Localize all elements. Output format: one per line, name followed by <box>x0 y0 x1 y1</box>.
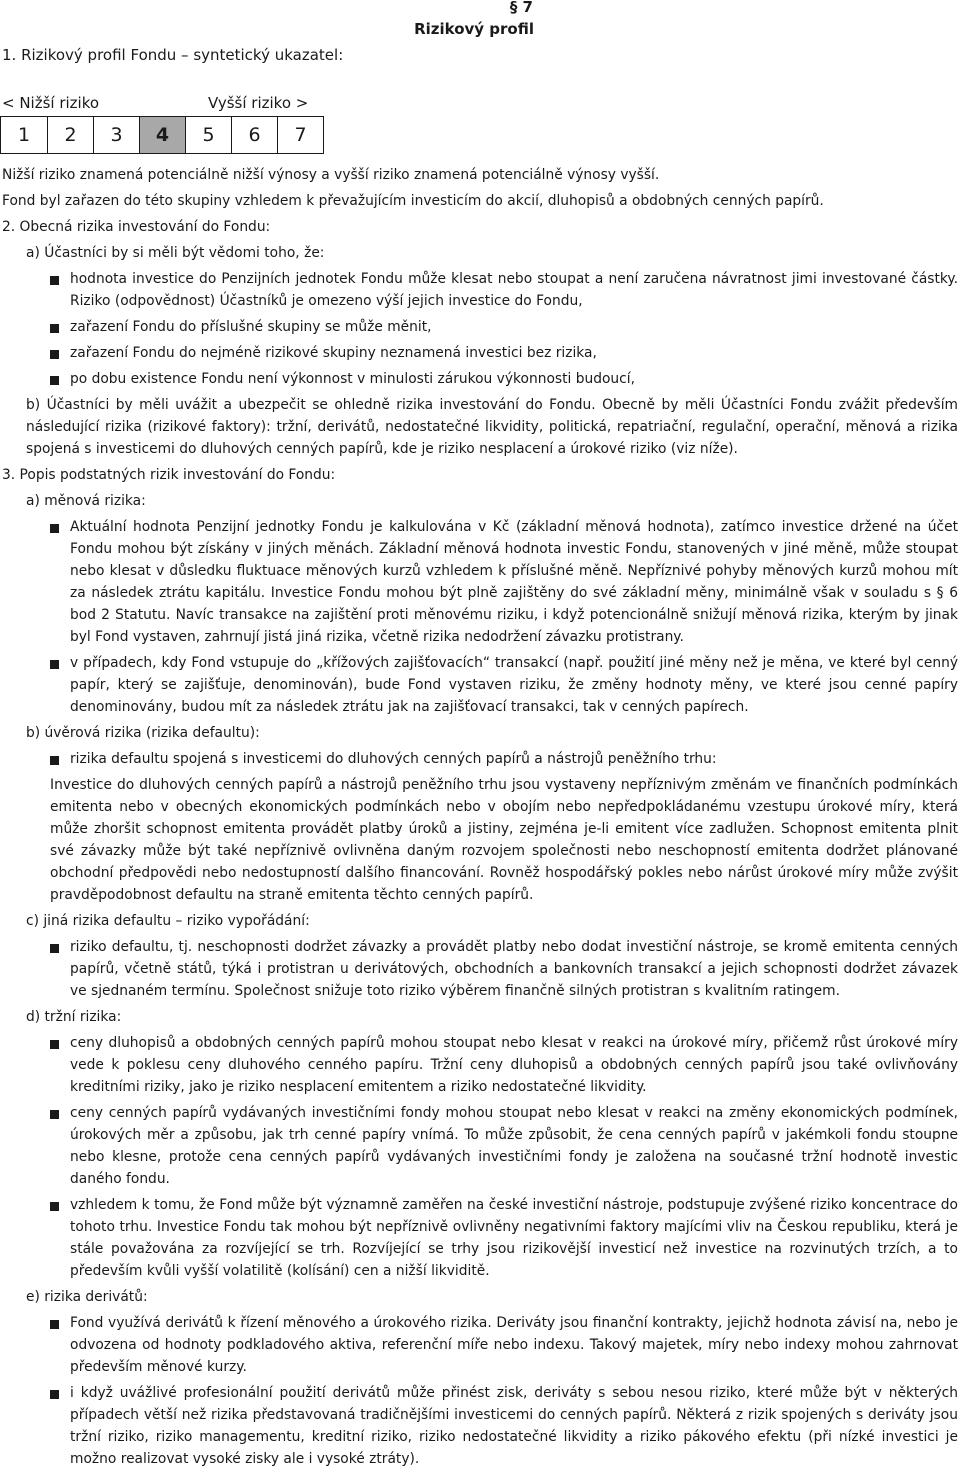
item-1-heading: 1. Rizikový profil Fondu – syntetický ukazatel: <box>2 46 344 64</box>
risk-scale <box>0 116 324 154</box>
risk-scale-labels <box>2 92 332 114</box>
item-3-heading: 3. Popis podstatných rizik investování do Fondu: <box>2 467 336 483</box>
list-item: Aktuální hodnota Penzijní jednotky Fondu je kalkulována v Kč (základní měnová hodnota), zatímco investice držené na účet Fondu mohou být získány v jiných měnách. Základní měnová hodnota investic Fondu, stanovených v jiné měně, může stoupat nebo klesat v důsledku fluktuace měnových kurzů vzhledem k příslušné měně. Nepříznivé pohyby měnových kurzů mohou mít za následek ztrátu kapitálu. Investice Fondu mohou být plně zajištěny do své základní měny, minimálně však v souladu s § 6 bod 2 Statutu. Navíc transakce na zajištění proti měnovému riziku, i když potencionálně snižují měnová rizika, kterým by jinak byl Fond vystaven, zahrnují jistá jiná rizika, včetně rizika nedodržení závazku protistrany. <box>2 516 958 648</box>
item-3b-paragraph: Investice do dluhových cenných papírů a nástrojů peněžního trhu jsou vystaveny nepříznivým změnám ve finančních podmínkách emitenta nebo v obecných ekonomických podmínkách nebo v obojím nebo nepředpokládanému vzestupu úrokové míry, která může zhoršit schopnost emitenta provádět platby úroků a jistiny, zejména je-li emitent více zadlužen. Schopnost emitenta plnit své závazky může být také nepříznivě ovlivněna daným rozvojem společnosti nebo neschopností emitenta dodržet plánované obchodní předpovědi nebo nedostupností dalšího financování. Rovněž hospodářský pokles nebo nárůst úrokové míry může zvýšit pravděpodobnost defaultu na straně emitenta těchto cenných papírů. <box>50 777 958 903</box>
list-item: Fond využívá derivátů k řízení měnového a úrokového rizika. Deriváty jsou finanční kontrakty, jejichž hodnota závisí na, nebo je odvozena od hodnoty podkladového aktiva, referenční míře nebo indexu. Takový majetek, míry nebo indexy mohou zahrnovat především měnové kurzy. <box>2 1312 958 1378</box>
risk-cell: 2 <box>47 117 93 153</box>
list-item: i když uvážlivé profesionální použití derivátů může přinést zisk, deriváty s sebou nesou riziko, které může být v některých případech větší než rizika představovaná tradičnějšími investicemi do cenných papírů. Některá z rizik spojených s deriváty jsou tržní riziko, riziko managementu, kreditní riziko, riziko nedostatečné likvidity a riziko pákového efektu (při nízké investici je možno realizovat vysoké zisky ale i vysoké ztráty). <box>2 1382 958 1470</box>
item-2b-paragraph: b) Účastníci by měli uvážit a ubezpečit se ohledně rizika investování do Fondu. Obecně by měli Účastníci Fondu zvážit především následující rizika (rizikové faktory): tržní, derivátů, nedostatečné likvidity, politická, repatriační, regulační, operační, měnová a rizika spojená s investicemi do dluhových cenných papírů, kde je riziko nesplacení a úrokové riziko (viz níže). <box>26 397 958 457</box>
list-item: v případech, kdy Fond vstupuje do „křížových zajišťovacích“ transakcí (např. použití jiné měny než je měna, ve které byl cenný papír, který se zajišťuje, denominován), bude Fond vystaven riziku, že změny hodnoty měny, ve které jsou cenné papíry denominovány, budou mít za následek ztrátu jak na zajišťovací transakci, tak v cenných papírech. <box>2 652 958 718</box>
item-3b-heading: b) úvěrová rizika (rizika defaultu): <box>26 725 260 741</box>
intro-paragraph: Fond byl zařazen do této skupiny vzhledem k převažujícím investicím do akcií, dluhopisů a obdobných cenných papírů. <box>2 193 824 209</box>
list-item: zařazení Fondu do příslušné skupiny se může měnit, <box>2 316 958 338</box>
list-item: ceny dluhopisů a obdobných cenných papírů mohou stoupat nebo klesat v reakci na úrokové míry, přičemž růst úrokové míry vede k poklesu ceny dluhového cenného papíru. Tržní ceny dluhopisů a obdobných cenných papírů jsou také ovlivňovány kreditními riziky, jako je riziko nesplacení emitentem a riziko nedostatečné likvidity. <box>2 1032 958 1098</box>
list-item: zařazení Fondu do nejméně rizikové skupiny neznamená investici bez rizika, <box>2 342 958 364</box>
risk-cell: 1 <box>17 124 31 146</box>
section-number: § 7 <box>509 0 533 16</box>
higher-risk-label: Vyšší riziko > <box>208 94 309 112</box>
list-item: vzhledem k tomu, že Fond může být významně zaměřen na české investiční nástroje, podstupuje zvýšené riziko koncentrace do tohoto trhu. Investice Fondu tak mohou být nepříznivě ovlivněny negativními faktory majícími vliv na Českou republiku, která je stále považována za rozvíjející se trh. Rozvíjející se trhy jsou rizikovější investicí než investice na rozvinutých trzích, a to především kvůli vyšší volatilitě (kolísání) cen a nižší likviditě. <box>2 1194 958 1282</box>
risk-cell-selected: 4 <box>139 117 185 153</box>
risk-cell: 3 <box>93 117 139 153</box>
risk-cell: 7 <box>277 117 323 153</box>
list-item: ceny cenných papírů vydávaných investičními fondy mohou stoupat nebo klesat v reakci na změny ekonomických podmínek, úrokových měr a způsobu, jak trh cenné papíry vnímá. To může způsobit, že cena cenných papírů v jakémkoli fondu stoupne nebo klesne, protože cena cenných papírů vydávaných investičními fondy je založena na současné tržní hodnotě investic daného fondu. <box>2 1102 958 1190</box>
intro-paragraph: Nižší riziko znamená potenciálně nižší výnosy a vyšší riziko znamená potenciálně výnosy vyšší. <box>2 167 660 183</box>
item-2a-heading: a) Účastníci by si měli být vědomi toho, že: <box>26 245 325 261</box>
list-item: riziko defaultu, tj. neschopnosti dodržet závazky a provádět platby nebo dodat investiční nástroje, se kromě emitenta cenných papírů, včetně států, týká i protistran u derivátových, obchodních a bankovních transakcí a jejich schopnosti dodržet závazek ve sjednaném termínu. Společnost snižuje toto riziko výběrem finančně silných protistran s kvalitním ratingem. <box>2 936 958 1002</box>
item-3a-heading: a) měnová rizika: <box>26 493 146 509</box>
lower-risk-label: < Nižší riziko <box>2 94 100 112</box>
document-body <box>2 164 958 1470</box>
item-2-heading: 2. Obecná rizika investování do Fondu: <box>2 219 271 235</box>
risk-cell: 5 <box>185 117 231 153</box>
risk-cell: 6 <box>231 117 277 153</box>
list-item: rizika defaultu spojená s investicemi do dluhových cenných papírů a nástrojů peněžního trhu: <box>2 748 958 770</box>
item-3e-heading: e) rizika derivátů: <box>26 1289 148 1305</box>
list-item: po dobu existence Fondu není výkonnost v minulosti zárukou výkonnosti budoucí, <box>2 368 958 390</box>
item-3d-heading: d) tržní rizika: <box>26 1009 122 1025</box>
section-title: Rizikový profil <box>414 20 534 38</box>
item-3c-heading: c) jiná rizika defaultu – riziko vypořádání: <box>26 913 310 929</box>
list-item: hodnota investice do Penzijních jednotek Fondu může klesat nebo stoupat a není zaručena návratnost jimi investované částky. Riziko (odpovědnost) Účastníků je omezeno výší jejich investice do Fondu, <box>2 268 958 312</box>
